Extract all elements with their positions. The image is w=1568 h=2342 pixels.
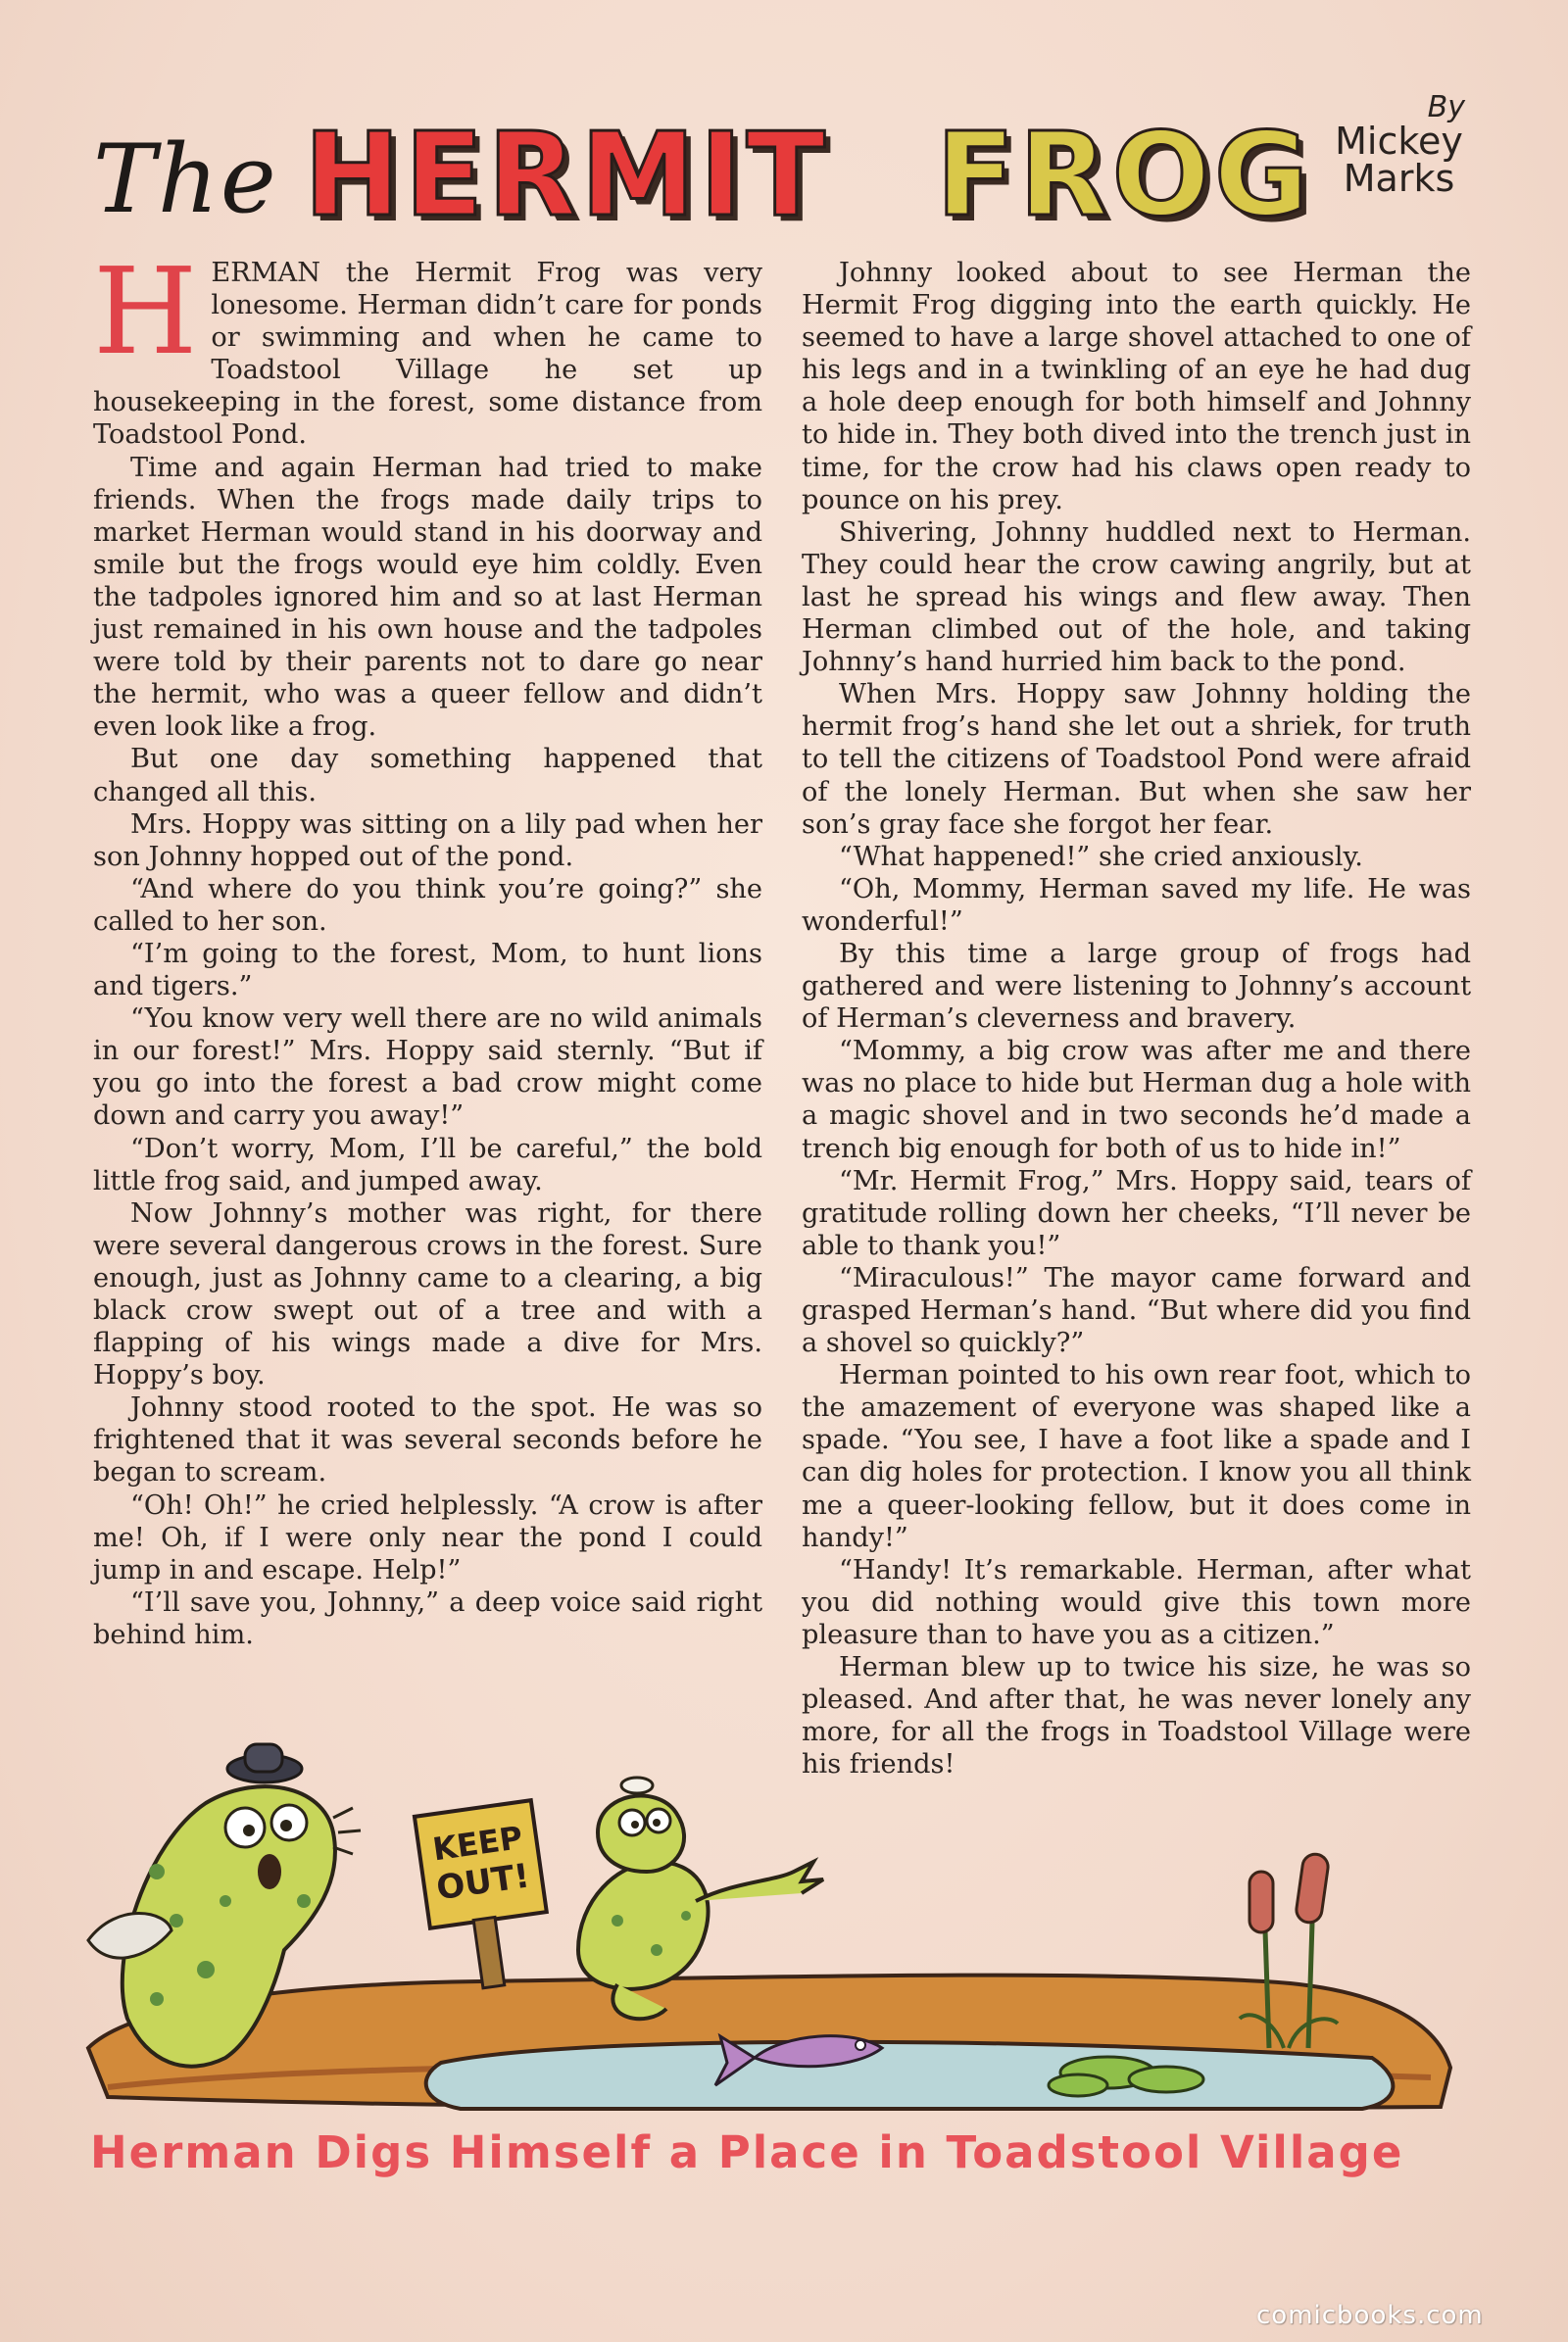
story-column-left — [93, 242, 762, 1651]
sign-line-1: KEEP — [430, 1818, 525, 1869]
story-column-right — [802, 257, 1471, 1781]
paragraph: Now Johnny’s mother was right, for there were several dangerous crows in the forest. Sure enough, just as Johnny came to a clearing, a big black crow swept out of a tree and with a flapping of his wings made a dive for Mrs. Hoppy’s boy. — [93, 1197, 762, 1391]
sign-line-2: OUT! — [433, 1856, 532, 1909]
paragraph: When Mrs. Hoppy saw Johnny holding the hermit frog’s hand she let out a shriek, for truth to tell the citizens of Toadstool Pond were afraid of the lonely Herman. But when she saw her son’s gray face she forgot her fear. — [802, 679, 1471, 840]
drop-cap: H — [93, 242, 198, 381]
title-the: The — [93, 124, 278, 234]
paragraph: “Mr. Hermit Frog,” Mrs. Hoppy said, tears of gratitude rolling down her cheeks, “I’ll never be able to thank you!” — [802, 1165, 1471, 1261]
author-first-name: Mickey — [1335, 120, 1463, 163]
paragraph: Johnny looked about to see Herman the Hermit Frog digging into the earth quickly. He seemed to have a large shovel attached to one of his legs and in a twinkling of an eye he had dug a hole deep enough for both himself and Johnny to hide in. They both dived into the trench just in time, for the crow had his claws open ready to pounce on his prey. — [802, 258, 1471, 515]
byline — [1313, 90, 1485, 200]
watermark: comicbooks.com — [1256, 2301, 1484, 2330]
paragraph: “And where do you think you’re going?” she called to her son. — [93, 873, 762, 937]
paragraph: HERMAN the Hermit Frog was very lonesome. Herman didn’t care for ponds or swimming and when he came to Toadstool Village he set up housekeeping in the forest, some distance from Toadstool Pond. — [93, 242, 762, 451]
paragraph: “I’m going to the forest, Mom, to hunt lions and tigers.” — [93, 938, 762, 1002]
paragraph: “I’ll save you, Johnny,” a deep voice said right behind him. — [93, 1586, 762, 1650]
paragraph: Mrs. Hoppy was sitting on a lily pad when her son Johnny hopped out of the pond. — [93, 808, 762, 872]
byline-by: By — [1427, 90, 1465, 124]
paragraph: Shivering, Johnny huddled next to Herman. They could hear the crow cawing angrily, but at last he spread his wings and flew away. Then Herman climbed out of the hole, and taking Johnny’s hand hurried him back to the pond. — [802, 516, 1471, 678]
paragraph: Time and again Herman had tried to make friends. When the frogs made daily trips to market Herman would stand in his doorway and smile but the frogs would eye him coldly. Even the tadpoles ignored him and so at last Herman just remained in his own house and the tadpoles were told by their parents not to dare go near the hermit, who was a queer fellow and didn’t even look like a frog. — [93, 452, 762, 743]
frog-pond-illustration — [69, 1725, 1460, 2117]
paragraph: “Mommy, a big crow was after me and there was no place to hide but Herman dug a hole with a magic shovel and in two seconds he’d made a trench big enough for both of us to hide in!” — [802, 1036, 1471, 1164]
paragraph: “Don’t worry, Mom, I’ll be careful,” the bold little frog said, and jumped away. — [93, 1133, 762, 1196]
paragraph: “Oh, Mommy, Herman saved my life. He was wonderful!” — [802, 873, 1471, 937]
paragraph: Herman pointed to his own rear foot, which to the amazement of everyone was shaped like a spade. “You see, I have a foot like a spade and I can dig holes for protection. I know you all think me a queer-looking fellow, but it does come in handy!” — [802, 1360, 1471, 1553]
illustration-caption: Herman Digs Himself a Place in Toadstool Village — [90, 2126, 1404, 2178]
paragraph: “What happened!” she cried anxiously. — [839, 841, 1363, 872]
paragraph: But one day something happened that changed all this. — [93, 744, 762, 807]
paragraph: Herman blew up to twice his size, he was so pleased. And after that, he was never lonely any more, for all the frogs in Toadstool Village were his friends! — [802, 1652, 1471, 1781]
paragraph: “You know very well there are no wild animals in our forest!” Mrs. Hoppy said sternly. “But if you go into the forest a bad crow might come down and carry you away!” — [93, 1003, 762, 1132]
title-hermit: HERMIT — [304, 107, 830, 242]
paragraph: “Oh! Oh!” he cried helplessly. “A crow is after me! Oh, if I were only near the pond I could jump in and escape. Help!” — [93, 1489, 762, 1586]
paragraph: “Handy! It’s remarkable. Herman, after what you did nothing would give this town more pleasure than to have you as a citizen.” — [802, 1554, 1471, 1650]
story-title — [93, 90, 1485, 250]
paragraph: By this time a large group of frogs had gathered and were listening to Johnny’s account of Herman’s cleverness and bravery. — [802, 938, 1471, 1035]
author-last-name: Marks — [1343, 157, 1455, 200]
pond-water — [426, 2042, 1394, 2109]
keep-out-sign — [415, 1800, 556, 1994]
paragraph: “Miraculous!” The mayor came forward and grasped Herman’s hand. “But where did you find a shovel so quickly?” — [802, 1262, 1471, 1359]
title-frog: FROG — [936, 107, 1313, 242]
paragraph: Johnny stood rooted to the spot. He was so frightened that it was several seconds before he began to scream. — [93, 1392, 762, 1488]
